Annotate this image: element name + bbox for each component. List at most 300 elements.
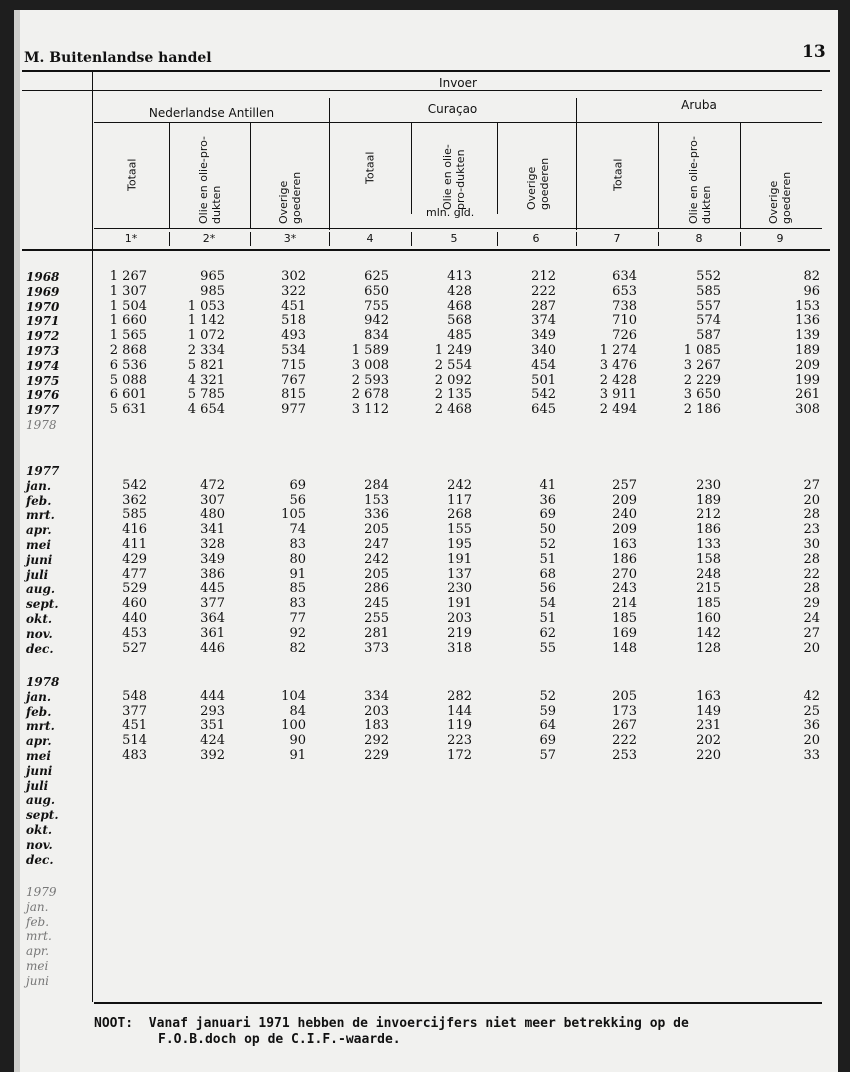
footnote-prefix: NOOT: bbox=[94, 1016, 134, 1031]
table-row bbox=[14, 568, 834, 582]
row-label: jan. bbox=[26, 478, 52, 493]
table-cell: 245 bbox=[364, 596, 389, 612]
row-label: nov. bbox=[26, 837, 53, 852]
table-cell: 155 bbox=[447, 522, 472, 538]
table-cell: 514 bbox=[122, 733, 147, 749]
row-label: aug. bbox=[26, 793, 56, 808]
col-divider bbox=[658, 122, 659, 228]
col-number: 5 bbox=[450, 232, 458, 245]
unit-label: mln. gld. bbox=[426, 206, 475, 219]
table-cell: 485 bbox=[447, 328, 472, 344]
table-cell: 220 bbox=[696, 748, 721, 763]
row-label: 1972 bbox=[26, 329, 60, 344]
table-cell: 5 821 bbox=[187, 357, 225, 373]
table-cell: 755 bbox=[364, 298, 389, 314]
table-bottom-rule bbox=[94, 1002, 822, 1004]
table-cell: 22 bbox=[803, 566, 820, 582]
table-cell: 50 bbox=[539, 522, 556, 538]
col-header-overige: Overige goederen bbox=[525, 157, 551, 210]
col-divider bbox=[740, 122, 741, 228]
table-cell: 205 bbox=[612, 688, 637, 704]
table-cell: 153 bbox=[795, 298, 820, 314]
table-row bbox=[14, 508, 834, 522]
colhead-rule bbox=[94, 228, 822, 229]
group-divider-1 bbox=[329, 98, 330, 230]
row-label: okt. bbox=[26, 823, 53, 837]
group-divider-2 bbox=[576, 98, 577, 230]
table-cell: 2 678 bbox=[351, 387, 389, 403]
table-row bbox=[14, 900, 834, 914]
table-cell: 203 bbox=[447, 611, 472, 626]
row-label: juni bbox=[26, 552, 53, 567]
group-aruba: Aruba bbox=[681, 98, 717, 112]
table-cell: 349 bbox=[200, 551, 225, 567]
table-row bbox=[14, 793, 834, 807]
table-cell: 650 bbox=[364, 283, 389, 299]
table-cell: 377 bbox=[200, 596, 225, 612]
table-cell: 308 bbox=[795, 402, 820, 418]
table-cell: 411 bbox=[122, 537, 147, 552]
table-cell: 267 bbox=[612, 718, 637, 734]
table-cell: 56 bbox=[539, 581, 556, 597]
table-cell: 361 bbox=[200, 625, 225, 641]
table-cell: 942 bbox=[364, 313, 389, 329]
table-row bbox=[14, 944, 834, 958]
col-number: 9 bbox=[776, 232, 784, 245]
table-cell: 1 142 bbox=[187, 313, 225, 329]
table-cell: 139 bbox=[795, 328, 820, 344]
table-row bbox=[14, 929, 834, 943]
table-cell: 191 bbox=[447, 596, 472, 612]
table-cell: 282 bbox=[447, 688, 472, 704]
table-cell: 144 bbox=[447, 703, 472, 719]
colnum-rule bbox=[22, 249, 830, 251]
table-cell: 205 bbox=[364, 566, 389, 582]
table-row bbox=[14, 553, 834, 567]
table-cell: 440 bbox=[122, 611, 147, 626]
row-label: aug. bbox=[26, 582, 56, 597]
table-cell: 281 bbox=[364, 625, 389, 641]
table-cell: 74 bbox=[289, 522, 306, 538]
table-cell: 585 bbox=[696, 283, 721, 299]
table-row bbox=[14, 823, 834, 837]
table-cell: 349 bbox=[531, 328, 556, 344]
table-cell: 36 bbox=[539, 492, 556, 508]
table-cell: 27 bbox=[803, 625, 820, 641]
table-row bbox=[14, 764, 834, 778]
col-header-overige: Overige goederen bbox=[767, 171, 793, 224]
table-cell: 242 bbox=[447, 477, 472, 493]
table-cell: 51 bbox=[539, 611, 556, 626]
table-cell: 468 bbox=[447, 298, 472, 314]
table-cell: 248 bbox=[696, 566, 721, 582]
table-cell: 54 bbox=[539, 596, 556, 612]
col-header-totaal: Totaal bbox=[125, 158, 139, 192]
table-cell: 77 bbox=[289, 611, 306, 626]
table-cell: 62 bbox=[539, 625, 556, 641]
table-row bbox=[14, 853, 834, 867]
table-cell: 29 bbox=[803, 596, 820, 612]
row-label: 1979 bbox=[26, 885, 57, 899]
row-label: 1973 bbox=[26, 344, 60, 358]
table-cell: 23 bbox=[803, 522, 820, 538]
row-label: okt. bbox=[26, 612, 53, 626]
table-cell: 24 bbox=[803, 611, 820, 626]
row-label: feb. bbox=[26, 914, 50, 929]
footnote-line-1: Vanaf januari 1971 hebben de invoercijfers niet meer betrekking op de bbox=[148, 1016, 689, 1031]
table-cell: 172 bbox=[447, 748, 472, 763]
table-cell: 625 bbox=[364, 269, 389, 284]
row-label: juli bbox=[26, 778, 49, 793]
table-cell: 552 bbox=[696, 269, 721, 284]
table-cell: 542 bbox=[122, 477, 147, 493]
table-row bbox=[14, 359, 834, 373]
table-cell: 117 bbox=[447, 492, 472, 508]
col-divider bbox=[250, 122, 251, 228]
table-cell: 2 494 bbox=[599, 402, 637, 418]
stub-rule bbox=[22, 90, 94, 91]
row-label: 1978 bbox=[26, 675, 60, 689]
table-cell: 453 bbox=[122, 625, 147, 641]
table-cell: 219 bbox=[447, 625, 472, 641]
table-cell: 3 650 bbox=[683, 387, 721, 403]
table-cell: 286 bbox=[364, 581, 389, 597]
row-label: jan. bbox=[26, 899, 49, 914]
row-label: 1975 bbox=[26, 373, 60, 388]
row-label: mei bbox=[26, 749, 51, 763]
table-cell: 542 bbox=[531, 387, 556, 403]
table-cell: 153 bbox=[364, 492, 389, 508]
col-number: 6 bbox=[532, 232, 540, 245]
col-number: 1* bbox=[124, 232, 138, 245]
table-row bbox=[14, 374, 834, 388]
table-cell: 212 bbox=[531, 269, 556, 284]
table-cell: 527 bbox=[122, 640, 147, 656]
table-cell: 302 bbox=[281, 269, 306, 284]
table-cell: 25 bbox=[803, 703, 820, 719]
table-cell: 334 bbox=[364, 688, 389, 704]
table-cell: 428 bbox=[447, 283, 472, 299]
table-cell: 100 bbox=[281, 718, 306, 734]
table-cell: 215 bbox=[696, 581, 721, 597]
table-cell: 173 bbox=[612, 703, 637, 719]
table-cell: 2 468 bbox=[434, 402, 472, 418]
table-cell: 223 bbox=[447, 733, 472, 749]
row-label: mrt. bbox=[26, 508, 55, 523]
row-label: 1977 bbox=[26, 403, 60, 418]
table-cell: 186 bbox=[612, 551, 637, 567]
invoer-heading: Invoer bbox=[439, 76, 477, 90]
table-cell: 444 bbox=[200, 688, 225, 704]
table-cell: 3 476 bbox=[599, 357, 637, 373]
table-cell: 364 bbox=[200, 611, 225, 626]
table-cell: 20 bbox=[803, 492, 820, 508]
table-cell: 4 654 bbox=[187, 402, 225, 418]
row-label: mei bbox=[26, 959, 49, 973]
table-cell: 322 bbox=[281, 283, 306, 299]
row-label: 1977 bbox=[26, 464, 60, 478]
table-cell: 4 321 bbox=[187, 372, 225, 388]
table-cell: 28 bbox=[803, 551, 820, 567]
table-cell: 1 504 bbox=[109, 298, 147, 314]
table-row bbox=[14, 388, 834, 402]
row-label: 1974 bbox=[26, 358, 60, 373]
table-cell: 55 bbox=[539, 640, 556, 656]
table-cell: 1 565 bbox=[109, 328, 147, 344]
table-cell: 231 bbox=[696, 718, 721, 734]
table-cell: 27 bbox=[803, 477, 820, 493]
table-cell: 2 428 bbox=[599, 372, 637, 388]
table-row bbox=[14, 597, 834, 611]
table-cell: 222 bbox=[531, 283, 556, 299]
table-cell: 253 bbox=[612, 748, 637, 763]
table-cell: 3 008 bbox=[351, 357, 389, 373]
table-cell: 1 307 bbox=[109, 283, 147, 299]
table-row bbox=[14, 285, 834, 299]
page-number: 13 bbox=[802, 42, 826, 62]
table-row bbox=[14, 974, 834, 988]
table-cell: 460 bbox=[122, 596, 147, 612]
table-cell: 529 bbox=[122, 581, 147, 597]
row-label: 1969 bbox=[26, 284, 60, 299]
table-row bbox=[14, 675, 834, 689]
row-label: 1968 bbox=[26, 270, 60, 284]
col-number: 8 bbox=[695, 232, 703, 245]
table-cell: 91 bbox=[289, 748, 306, 763]
table-cell: 454 bbox=[531, 357, 556, 373]
table-cell: 104 bbox=[281, 688, 306, 704]
row-label: mrt. bbox=[26, 929, 52, 944]
col-header-overige: Overige goederen bbox=[277, 171, 303, 224]
table-cell: 185 bbox=[612, 611, 637, 626]
table-cell: 240 bbox=[612, 507, 637, 523]
table-cell: 493 bbox=[281, 328, 306, 344]
table-cell: 445 bbox=[200, 581, 225, 597]
table-cell: 340 bbox=[531, 343, 556, 358]
table-cell: 149 bbox=[696, 703, 721, 719]
table-row bbox=[14, 523, 834, 537]
table-cell: 557 bbox=[696, 298, 721, 314]
table-cell: 645 bbox=[531, 402, 556, 418]
table-cell: 199 bbox=[795, 372, 820, 388]
table-row bbox=[14, 915, 834, 929]
table-cell: 84 bbox=[289, 703, 306, 719]
table-cell: 1 085 bbox=[683, 343, 721, 358]
table-cell: 212 bbox=[696, 507, 721, 523]
table-row bbox=[14, 314, 834, 328]
table-cell: 1 589 bbox=[351, 343, 389, 358]
table-cell: 284 bbox=[364, 477, 389, 493]
table-cell: 965 bbox=[200, 269, 225, 284]
table-cell: 20 bbox=[803, 733, 820, 749]
table-cell: 287 bbox=[531, 298, 556, 314]
table-cell: 230 bbox=[696, 477, 721, 493]
table-cell: 185 bbox=[696, 596, 721, 612]
table-cell: 189 bbox=[696, 492, 721, 508]
table-cell: 3 911 bbox=[599, 387, 637, 403]
table-cell: 362 bbox=[122, 492, 147, 508]
table-cell: 222 bbox=[612, 733, 637, 749]
table-cell: 386 bbox=[200, 566, 225, 582]
row-label: juli bbox=[26, 567, 49, 582]
table-cell: 209 bbox=[612, 522, 637, 538]
table-cell: 128 bbox=[696, 640, 721, 656]
table-cell: 767 bbox=[281, 372, 306, 388]
table-cell: 90 bbox=[289, 733, 306, 749]
table-cell: 80 bbox=[289, 551, 306, 567]
row-label: 1976 bbox=[26, 388, 60, 403]
table-cell: 33 bbox=[803, 748, 820, 763]
table-cell: 292 bbox=[364, 733, 389, 749]
table-cell: 977 bbox=[281, 402, 306, 418]
table-cell: 133 bbox=[696, 537, 721, 552]
table-cell: 64 bbox=[539, 718, 556, 734]
col-number: 2* bbox=[202, 232, 216, 245]
table-cell: 82 bbox=[803, 269, 820, 284]
col-number: 4 bbox=[366, 232, 374, 245]
row-label: juni bbox=[26, 763, 53, 778]
table-cell: 69 bbox=[289, 477, 306, 493]
table-cell: 270 bbox=[612, 566, 637, 582]
table-cell: 653 bbox=[612, 283, 637, 299]
table-row bbox=[14, 838, 834, 852]
row-label: apr. bbox=[26, 734, 52, 749]
table-row bbox=[14, 494, 834, 508]
header-rule bbox=[22, 70, 830, 72]
table-row bbox=[14, 344, 834, 358]
table-cell: 183 bbox=[364, 718, 389, 734]
row-label: mei bbox=[26, 538, 51, 552]
table-cell: 243 bbox=[612, 581, 637, 597]
table-cell: 229 bbox=[364, 748, 389, 763]
row-label: apr. bbox=[26, 523, 52, 538]
table-cell: 214 bbox=[612, 596, 637, 612]
table-cell: 119 bbox=[447, 718, 472, 734]
table-cell: 1 274 bbox=[599, 343, 637, 358]
table-cell: 451 bbox=[122, 718, 147, 734]
table-cell: 82 bbox=[289, 640, 306, 656]
table-cell: 413 bbox=[447, 269, 472, 284]
table-cell: 30 bbox=[803, 537, 820, 552]
table-cell: 374 bbox=[531, 313, 556, 329]
table-cell: 5 785 bbox=[187, 387, 225, 403]
table-cell: 534 bbox=[281, 343, 306, 358]
row-label: jan. bbox=[26, 689, 52, 704]
row-label: 1970 bbox=[26, 299, 60, 314]
table-cell: 195 bbox=[447, 537, 472, 552]
table-cell: 351 bbox=[200, 718, 225, 734]
table-cell: 28 bbox=[803, 581, 820, 597]
table-cell: 738 bbox=[612, 298, 637, 314]
table-cell: 158 bbox=[696, 551, 721, 567]
table-row bbox=[14, 779, 834, 793]
table-cell: 163 bbox=[696, 688, 721, 704]
table-cell: 585 bbox=[122, 507, 147, 523]
table-cell: 142 bbox=[696, 625, 721, 641]
table-cell: 52 bbox=[539, 688, 556, 704]
table-row bbox=[14, 464, 834, 478]
table-cell: 85 bbox=[289, 581, 306, 597]
table-cell: 501 bbox=[531, 372, 556, 388]
col-header-totaal: Totaal bbox=[363, 151, 377, 185]
table-cell: 137 bbox=[447, 566, 472, 582]
table-cell: 163 bbox=[612, 537, 637, 552]
table-row bbox=[14, 808, 834, 822]
col-divider bbox=[169, 122, 170, 228]
col-header-olie: Olie en olie-pro-dukten bbox=[687, 135, 713, 224]
section-title: M. Buitenlandse handel bbox=[24, 50, 212, 66]
table-cell: 5 631 bbox=[109, 402, 147, 418]
table-cell: 209 bbox=[612, 492, 637, 508]
table-row bbox=[14, 479, 834, 493]
table-cell: 5 088 bbox=[109, 372, 147, 388]
table-cell: 191 bbox=[447, 551, 472, 567]
table-cell: 96 bbox=[803, 283, 820, 299]
footnote-line-2: F.O.B.doch op de C.I.F.-waarde. bbox=[158, 1032, 401, 1047]
table-cell: 41 bbox=[539, 477, 556, 493]
row-label: feb. bbox=[26, 704, 52, 719]
table-cell: 318 bbox=[447, 640, 472, 656]
table-cell: 815 bbox=[281, 387, 306, 403]
table-cell: 202 bbox=[696, 733, 721, 749]
table-cell: 205 bbox=[364, 522, 389, 538]
table-cell: 377 bbox=[122, 703, 147, 719]
table-cell: 69 bbox=[539, 733, 556, 749]
table-cell: 230 bbox=[447, 581, 472, 597]
table-cell: 203 bbox=[364, 703, 389, 719]
table-cell: 92 bbox=[289, 625, 306, 641]
table-cell: 2 092 bbox=[434, 372, 472, 388]
group-rule bbox=[94, 122, 822, 123]
table-cell: 189 bbox=[795, 343, 820, 358]
table-cell: 261 bbox=[795, 387, 820, 403]
table-row bbox=[14, 749, 834, 763]
table-cell: 2 334 bbox=[187, 343, 225, 358]
table-cell: 59 bbox=[539, 703, 556, 719]
table-cell: 548 bbox=[122, 688, 147, 704]
table-cell: 42 bbox=[803, 688, 820, 704]
table-cell: 634 bbox=[612, 269, 637, 284]
table-cell: 480 bbox=[200, 507, 225, 523]
table-cell: 1 072 bbox=[187, 328, 225, 344]
row-label: 1971 bbox=[26, 314, 60, 329]
table-cell: 2 554 bbox=[434, 357, 472, 373]
table-cell: 483 bbox=[122, 748, 147, 763]
col-divider bbox=[411, 122, 412, 214]
table-cell: 209 bbox=[795, 357, 820, 373]
table-cell: 451 bbox=[281, 298, 306, 314]
table-cell: 587 bbox=[696, 328, 721, 344]
table-cell: 91 bbox=[289, 566, 306, 582]
table-cell: 2 229 bbox=[683, 372, 721, 388]
table-cell: 148 bbox=[612, 640, 637, 656]
table-cell: 1 660 bbox=[109, 313, 147, 329]
table-cell: 83 bbox=[289, 596, 306, 612]
table-row bbox=[14, 734, 834, 748]
table-cell: 257 bbox=[612, 477, 637, 493]
footnote bbox=[94, 1016, 689, 1048]
table-row bbox=[14, 612, 834, 626]
table-cell: 985 bbox=[200, 283, 225, 299]
table-row bbox=[14, 885, 834, 899]
table-cell: 392 bbox=[200, 748, 225, 763]
table-row bbox=[14, 642, 834, 656]
table-row bbox=[14, 538, 834, 552]
table-cell: 36 bbox=[803, 718, 820, 734]
group-nederlandse-antillen: Nederlandse Antillen bbox=[148, 106, 275, 120]
table-cell: 136 bbox=[795, 313, 820, 329]
table-cell: 574 bbox=[696, 313, 721, 329]
